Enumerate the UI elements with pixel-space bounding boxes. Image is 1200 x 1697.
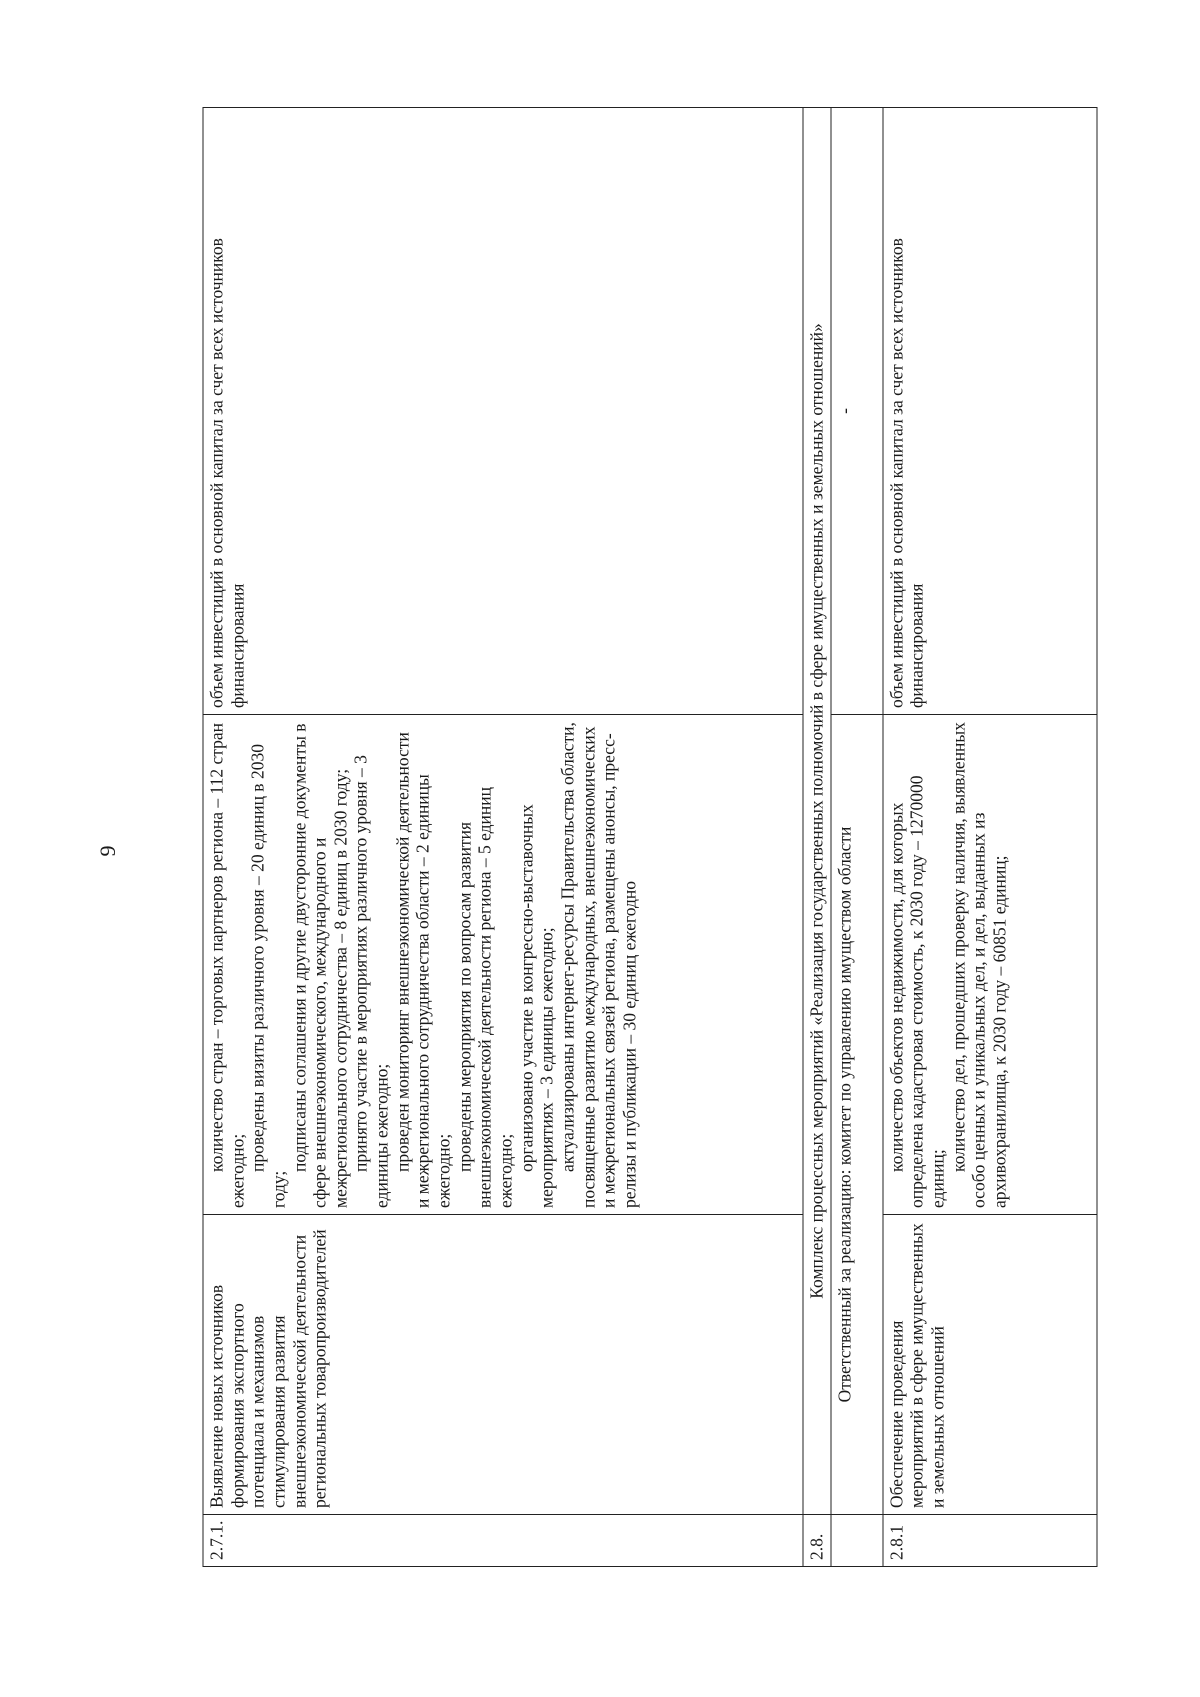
row-number: 2.8. xyxy=(803,1515,831,1567)
result-item: подписаны соглашения и другие двусторонние документы в сфере внешнеэкономического, международного и межрегионального сотрудничества – 8 единиц в 2030 году; xyxy=(289,723,351,1208)
result-item: принято участие в мероприятиях различного уровня – 3 единицы ежегодно; xyxy=(350,755,392,1208)
indicator: объем инвестиций в основной капитал за счет всех источников финансирования xyxy=(203,108,803,715)
measures-table xyxy=(203,107,1098,1567)
result-item: количество стран – торговых партнеров региона – 112 стран ежегодно; xyxy=(206,723,248,1208)
result-item: проведены визиты различного уровня – 20 единиц в 2030 году; xyxy=(247,744,289,1208)
result-item: количество объектов недвижимости, для которых определена кадастровая стоимость, к 2030 году – 1270000 единиц; xyxy=(886,775,948,1208)
rotated-table-frame xyxy=(203,107,1098,1567)
dash-cell: - xyxy=(831,108,883,715)
empty-cell xyxy=(831,1515,883,1567)
result-item: актуализированы интернет-ресурсы Правительства области, посвященные развитию международных, внешнеэкономических и межрегиональных связей региона, размещены анонсы, пресс-релизы и публикации – 30 единиц ежегодно xyxy=(557,722,640,1208)
result-item: количество дел, прошедших проверку наличия, выявленных особо ценных и уникальных дел, и дел, выданных из архивохранилища, к 2030 году – 60851 единиц; xyxy=(948,722,1010,1208)
result-item: проведены мероприятия по вопросам развития внешнеэкономической деятельности региона – 5 единиц ежегодно; xyxy=(454,787,516,1208)
section-title: Комплекс процессных мероприятий «Реализация государственных полномочий в сфере имущественных и земельных отношений» xyxy=(803,108,831,1515)
section-header-row xyxy=(803,108,831,1567)
responsible-row xyxy=(831,108,883,1567)
indicator: объем инвестиций в основной капитал за счет всех источников финансирования xyxy=(883,108,1097,715)
measure-results xyxy=(203,715,803,1215)
measure-name: Обеспечение проведения мероприятий в сфере имущественных и земельных отношений xyxy=(883,1215,1097,1515)
page-number: 9 xyxy=(95,845,120,857)
responsible-text: Ответственный за реализацию: комитет по управлению имуществом области xyxy=(831,715,883,1515)
result-item: проведен мониторинг внешнеэкономической деятельности и межрегионального сотрудничества области – 2 единицы ежегодно; xyxy=(392,732,454,1208)
measure-name: Выявление новых источников формирования экспортного потенциала и механизмов стимулирования развития внешнеэкономической деятельности региональных товаропроизводителей xyxy=(203,1215,803,1515)
measure-results xyxy=(883,715,1097,1215)
table-row xyxy=(883,108,1097,1567)
result-item: организовано участие в конгрессно-выставочных мероприятиях – 3 единицы ежегодно; xyxy=(516,804,557,1208)
row-number: 2.8.1 xyxy=(883,1515,1097,1567)
table-row xyxy=(203,108,803,1567)
row-number: 2.7.1. xyxy=(203,1515,803,1567)
